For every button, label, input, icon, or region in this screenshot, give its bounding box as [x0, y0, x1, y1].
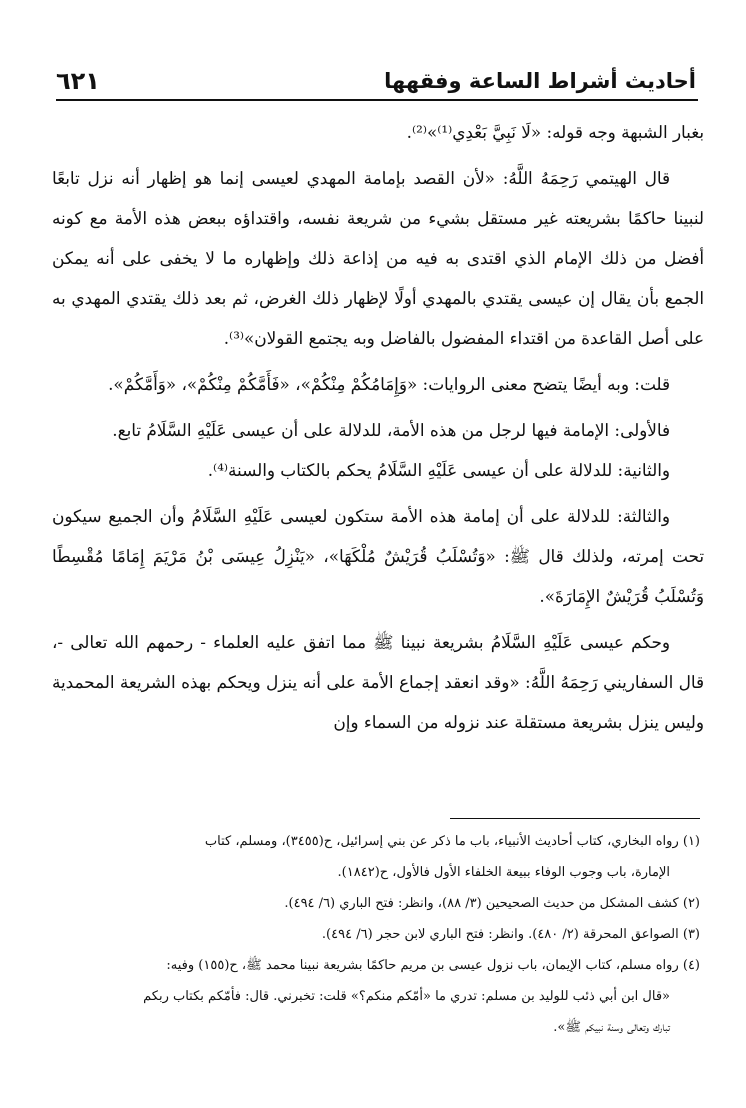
footnote-separator [450, 818, 700, 819]
paragraph-4: فالأولى: الإمامة فيها لرجل من هذه الأمة، للدلالة على أن عيسى عَلَيْهِ السَّلَامُ تابع. [112, 420, 670, 440]
footnotes [50, 826, 700, 1043]
running-header [56, 62, 696, 100]
paragraph-6: والثالثة: للدلالة على أن إمامة هذه الأمة ستكون لعيسى عَلَيْهِ السَّلَامُ وأن الجميع سيكون تحت إمرته، ولذلك قال ﷺ: «وَتُسْلَبُ قُرَيْشٌ مُلْكَهَا»، «يَنْزِلُ عِيسَى بْنُ مَرْيَمَ إِمَامًا مُقْسِطًا وَتُسْلَبُ قُرَيْشٌ الإِمَارَةَ». [52, 506, 704, 606]
paragraph-5: والثانية: للدلالة على أن عيسى عَلَيْهِ السَّلَامُ يحكم بالكتاب والسنة⁽⁴⁾. [207, 460, 670, 480]
paragraph-1: بغبار الشبهة وجه قوله: «لَا نَبِيَّ بَعْدِي⁽¹⁾»⁽²⁾. [406, 122, 704, 142]
footnote-4: (٤) رواه مسلم، كتاب الإيمان، باب نزول عيسى بن مريم حاكمًا بشريعة نبينا محمد ﷺ، ح(١٥٥) وفيه: [166, 958, 700, 973]
footnote-4-continued: «قال ابن أبي ذئب للوليد بن مسلم: تدري ما «أمّكم منكم؟» قلت: تخبرني. قال: فأمّكم بكتاب ربكم [143, 989, 670, 1004]
paragraph-2: قال الهيتمي رَحِمَهُ اللَّهُ: «لأن القصد بإمامة المهدي لعيسى إنما هو إظهار أنه نزل تابعًا لنبينا حاكمًا بشريعته غير مستقل بشيء من شريعة نفسه، واقتداؤه ببعض هذه الأمة مع كونه أفضل من ذلك الإمام الذي اقتدى به فيه من إذاعة ذلك وإظهاره ما لا يخفى على أنه يمكن الجمع بأن يقال إن عيسى يقتدي بالمهدي أولًا لإظهار ذلك الغرض، ثم بعد ذلك يقتدي المهدي به على أصل القاعدة من اقتداء المفضول بالفاضل وبه يجتمع القولان»⁽³⁾. [52, 168, 704, 348]
paragraph-3: قلت: وبه أيضًا يتضح معنى الروايات: «وَإِمَامُكُمْ مِنْكُمْ»، «فَأَمَّكُمْ مِنْكُمْ»، «وَأَمَّكُمْ». [108, 374, 670, 394]
footnote-1: (١) رواه البخاري، كتاب أحاديث الأنبياء، باب ما ذكر عن بني إسرائيل، ح(٣٤٥٥)، ومسلم، كتاب [204, 834, 700, 849]
footnote-1-continued: الإمارة، باب وجوب الوفاء ببيعة الخلفاء الأول فالأول، ح(١٨٤٢). [337, 865, 670, 880]
book-title: أحاديث أشراط الساعة وفقهها [384, 69, 696, 93]
paragraph-7: وحكم عيسى عَلَيْهِ السَّلَامُ بشريعة نبينا ﷺ مما اتفق عليه العلماء - رحمهم الله تعالى -، قال السفاريني رَحِمَهُ اللَّهُ: «وقد انعقد إجماع الأمة على أنه ينزل ويحكم بهذه الشريعة المحمدية وليس ينزل بشريعة مستقلة عند نزوله من السماء وإن [52, 632, 704, 732]
footnote-4-continued-2: تبارك وتعالى وسنة نبيكم ﷺ». [553, 1020, 670, 1035]
header-rule [56, 99, 698, 101]
footnote-3: (٣) الصواعق المحرقة (٢/ ٤٨٠). وانظر: فتح الباري لابن حجر (٦/ ٤٩٤). [321, 927, 700, 942]
footnote-2: (٢) كشف المشكل من حديث الصحيحين (٣/ ٨٨)، وانظر: فتح الباري (٦/ ٤٩٤). [284, 896, 700, 911]
page-number: ٦٢١ [56, 67, 100, 95]
main-text [52, 112, 704, 742]
